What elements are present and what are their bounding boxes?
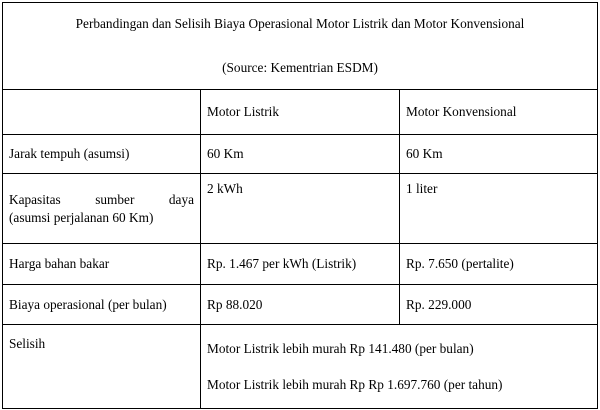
table-row bbox=[3, 135, 598, 174]
kapasitas-label-line2: (asumsi perjalanan 60 Km) bbox=[9, 209, 154, 225]
header-motor-konvensional: Motor Konvensional bbox=[400, 90, 598, 135]
title-row bbox=[3, 3, 598, 90]
row-label-harga: Harga bahan bakar bbox=[3, 244, 201, 285]
title-cell bbox=[3, 3, 598, 90]
header-empty-cell bbox=[3, 90, 201, 135]
row-label-selisih: Selisih bbox=[3, 325, 201, 409]
cell-harga-listrik: Rp. 1.467 per kWh (Listrik) bbox=[201, 244, 400, 285]
table-row bbox=[3, 325, 598, 409]
row-label-jarak: Jarak tempuh (asumsi) bbox=[3, 135, 201, 174]
header-motor-listrik: Motor Listrik bbox=[201, 90, 400, 135]
cell-kapasitas-konvensional: 1 liter bbox=[400, 174, 598, 244]
cell-biaya-konvensional: Rp. 229.000 bbox=[400, 285, 598, 325]
cell-harga-konvensional: Rp. 7.650 (pertalite) bbox=[400, 244, 598, 285]
table-source: (Source: Kementrian ESDM) bbox=[222, 60, 378, 75]
table-title: Perbandingan dan Selisih Biaya Operasional Motor Listrik dan Motor Konvensional bbox=[75, 16, 525, 31]
table-row bbox=[3, 244, 598, 285]
header-row bbox=[3, 90, 598, 135]
row-label-biaya: Biaya operasional (per bulan) bbox=[3, 285, 201, 325]
cell-jarak-konvensional: 60 Km bbox=[400, 135, 598, 174]
kapasitas-label-line1: Kapasitas sumber daya bbox=[9, 191, 194, 207]
cell-biaya-listrik: Rp 88.020 bbox=[201, 285, 400, 325]
table-row bbox=[3, 174, 598, 244]
comparison-table bbox=[2, 2, 598, 409]
cell-selisih bbox=[201, 325, 598, 409]
row-label-kapasitas bbox=[3, 174, 201, 244]
table-row bbox=[3, 285, 598, 325]
selisih-per-tahun: Motor Listrik lebih murah Rp Rp 1.697.760 (per tahun) bbox=[207, 376, 503, 392]
cell-kapasitas-listrik: 2 kWh bbox=[201, 174, 400, 244]
cell-jarak-listrik: 60 Km bbox=[201, 135, 400, 174]
selisih-per-bulan: Motor Listrik lebih murah Rp 141.480 (per bulan) bbox=[207, 340, 474, 356]
